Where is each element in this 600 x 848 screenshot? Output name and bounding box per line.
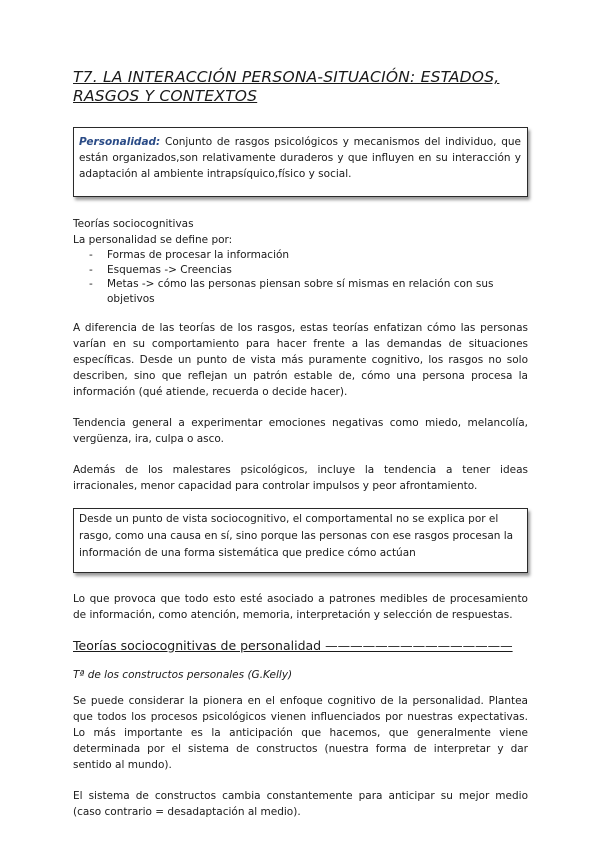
document-page <box>73 68 528 820</box>
paragraph-kelly-constructs: El sistema de constructos cambia constantemente para anticipar su mejor medio (caso contrario = desadaptación al medio). <box>73 790 528 818</box>
definition-box <box>73 127 528 197</box>
theories-intro <box>73 216 528 306</box>
box-text: Desde un punto de vista sociocognitivo, el comportamental no se explica por el rasgo, como una causa en sí, sino porque las personas con ese rasgos procesan la información de una forma sistemática que predice cómo actúan <box>79 513 514 559</box>
sociocognitive-box <box>73 508 528 573</box>
definition-text: Conjunto de rasgos psicológicos y mecanismos del individuo, que están organizados,son relativamente duraderos y que influyen en su interacción y adaptación al ambiente intrapsíquico,físico y social. <box>79 136 522 180</box>
list-item: - Formas de procesar la información <box>73 248 528 263</box>
list-item: - Esquemas -> Creencias <box>73 263 528 278</box>
section-heading: Teorías sociocognitivas de personalidad ——————————————— <box>73 638 513 653</box>
page-title: T7. LA INTERACCIÓN PERSONA-SITUACIÓN: ESTADOS, RASGOS Y CONTEXTOS <box>73 68 500 105</box>
theories-heading: Teorías sociocognitivas <box>73 218 194 230</box>
definition-list <box>73 248 528 306</box>
paragraph-negative-emotions: Tendencia general a experimentar emociones negativas como miedo, melancolía, vergüenza, ira, culpa o asco. <box>73 417 528 445</box>
defined-by-text: La personalidad se define por: <box>73 234 233 246</box>
paragraph-processing-patterns: Lo que provoca que todo esto esté asociado a patrones medibles de procesamiento de información, como atención, memoria, interpretación y selección de respuestas. <box>73 593 528 621</box>
paragraph-irrational-ideas: Además de los malestares psicológicos, incluye la tendencia a tener ideas irracionales, menor capacidad para controlar impulsos y peor afrontamiento. <box>73 464 528 492</box>
definition-term: Personalidad: <box>79 136 161 148</box>
subheading-kelly: Tª de los constructos personales (G.Kelly) <box>73 669 293 681</box>
list-item: - Metas -> cómo las personas piensan sobre sí mismas en relación con sus objetivos <box>73 277 528 306</box>
paragraph-kelly-pioneer: Se puede considerar la pionera en el enfoque cognitivo de la personalidad. Plantea que todos los procesos psicológicos vienen influenciados por nuestras expectativas. Lo más importante es la anticipación que hacemos, que generalmente viene determinada por el sistema de constructos (nuestra forma de interpretar y dar sentido al mundo). <box>73 695 528 771</box>
paragraph-traits-difference: A diferencia de las teorías de los rasgos, estas teorías enfatizan cómo las personas varían en su comportamiento para hacer frente a las demandas de situaciones específicas. Desde un punto de vista más puramente cognitivo, los rasgos no solo describen, sino que reflejan un patrón estable de, cómo una persona procesa la información (qué atiende, recuerda o decide hacer). <box>73 322 528 398</box>
